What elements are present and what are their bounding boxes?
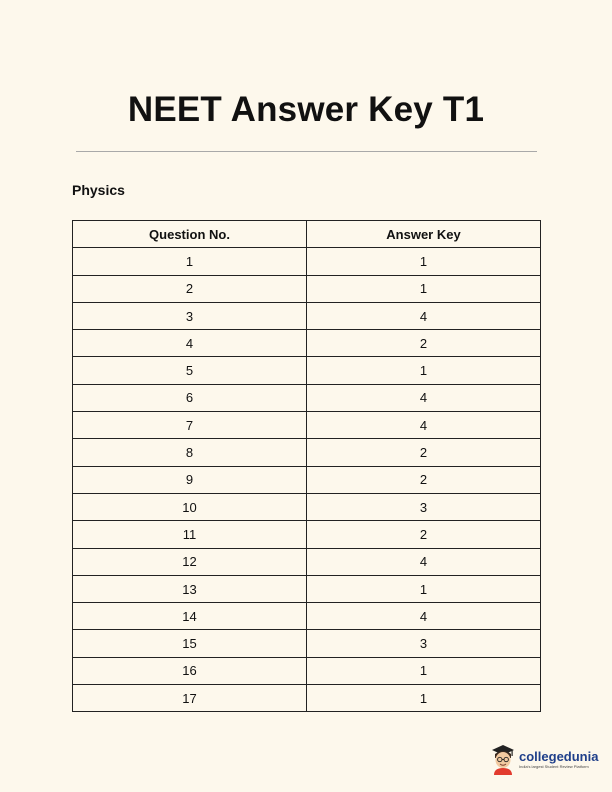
- question-number-cell: 4: [73, 330, 307, 357]
- brand-text: [519, 750, 598, 769]
- table-row: [73, 521, 541, 548]
- table-row: [73, 630, 541, 657]
- table-row: [73, 357, 541, 384]
- table-row: [73, 248, 541, 275]
- title-divider: [76, 151, 537, 152]
- answer-key-cell: 4: [307, 302, 541, 329]
- question-number-cell: 6: [73, 384, 307, 411]
- page-title: NEET Answer Key T1: [127, 90, 485, 129]
- question-number-cell: 2: [73, 275, 307, 302]
- table-row: [73, 575, 541, 602]
- answer-key-cell: 2: [307, 439, 541, 466]
- section-heading: Physics: [72, 182, 125, 198]
- table-row: [73, 384, 541, 411]
- answer-key-cell: 1: [307, 248, 541, 275]
- table-row: [73, 657, 541, 684]
- answer-key-cell: 3: [307, 630, 541, 657]
- question-number-cell: 11: [73, 521, 307, 548]
- brand-logo: [490, 742, 598, 776]
- question-number-cell: 7: [73, 412, 307, 439]
- question-number-cell: 14: [73, 603, 307, 630]
- answer-key-cell: 1: [307, 357, 541, 384]
- answer-key-cell: 4: [307, 548, 541, 575]
- answer-key-cell: 4: [307, 603, 541, 630]
- table-row: [73, 466, 541, 493]
- table-row: [73, 302, 541, 329]
- question-number-cell: 12: [73, 548, 307, 575]
- table-row: [73, 412, 541, 439]
- question-number-cell: 15: [73, 630, 307, 657]
- table-row: [73, 493, 541, 520]
- question-number-cell: 17: [73, 685, 307, 712]
- answer-key-cell: 1: [307, 685, 541, 712]
- answer-key-cell: 4: [307, 384, 541, 411]
- column-header-question: Question No.: [73, 221, 307, 248]
- answer-key-cell: 1: [307, 575, 541, 602]
- table-row: [73, 330, 541, 357]
- answer-key-cell: 3: [307, 493, 541, 520]
- answer-key-cell: 2: [307, 466, 541, 493]
- answer-key-cell: 4: [307, 412, 541, 439]
- answer-key-cell: 1: [307, 657, 541, 684]
- table-row: [73, 603, 541, 630]
- brand-name: collegedunia: [519, 748, 599, 764]
- question-number-cell: 1: [73, 248, 307, 275]
- question-number-cell: 16: [73, 657, 307, 684]
- answer-key-table: [72, 220, 541, 712]
- answer-key-cell: 1: [307, 275, 541, 302]
- question-number-cell: 13: [73, 575, 307, 602]
- question-number-cell: 3: [73, 302, 307, 329]
- table-row: [73, 275, 541, 302]
- graduate-mascot-icon: [490, 743, 516, 775]
- answer-key-cell: 2: [307, 521, 541, 548]
- table-row: [73, 548, 541, 575]
- table-row: [73, 439, 541, 466]
- question-number-cell: 9: [73, 466, 307, 493]
- answer-key-cell: 2: [307, 330, 541, 357]
- table-row: [73, 685, 541, 712]
- column-header-answer: Answer Key: [307, 221, 541, 248]
- table-header-row: [73, 221, 541, 248]
- question-number-cell: 5: [73, 357, 307, 384]
- table-body: [73, 248, 541, 712]
- question-number-cell: 10: [73, 493, 307, 520]
- question-number-cell: 8: [73, 439, 307, 466]
- brand-tagline: India's largest Student Review Platform: [519, 763, 589, 769]
